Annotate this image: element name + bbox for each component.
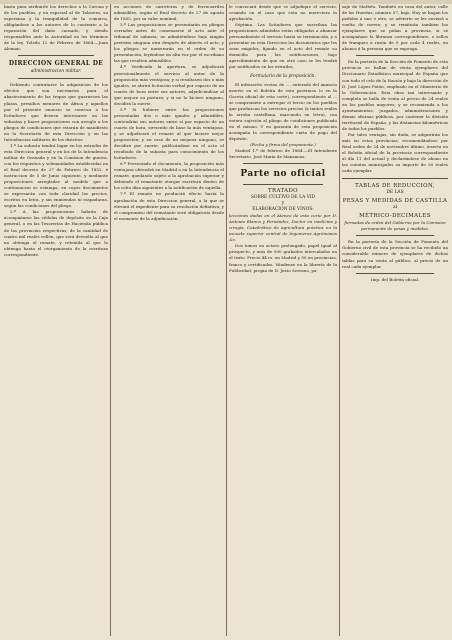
tables-note: formadas de orden del Gobierno por la Comision permanente de pesas y medidas. [344, 220, 446, 232]
divider [18, 55, 94, 56]
divider [356, 273, 434, 274]
intro-paragraph: basta para atribuirle los derechos a la Corona y de los pueblos, y en especial al de Talavera, su esperanza y la tranquilidad de la comarca, obligándose a los autores de lo contrario a la reparación del daño causado, y siendo responsables ante la Autoridad en los términos de la ley. Toledo 12 de Febrero de 1864.—Juan Aleman. [4, 4, 108, 52]
paragraph: 3.ª Las proposiciones se presentarán en pliegos cerrados antes de comenzarse el acto ante el tribunal de subasta; no admitiéndose bajo ningún pretexto ninguna otra después de abierto el acto; y los pliegos se numerarán en el orden de su presentación, leyéndose en alta voz por el escribano las que resulten admisibles. [114, 22, 224, 64]
paragraph: saje de Mathéu. También en casa del autor, calle de los Huertas, número 57, bajo. Hoy se hagan los pedidos á uno ó otro, se advierte se les enviará a vuelta de correo; y se remitirán tambien los ejemplares que se pidan a provincia, si se acompañase la libranza correspondiente, o sellos de franqueo a razón de 9 por cada 4 reales, en abonos á la persona que se exponga. [342, 4, 448, 52]
paragraph: Dos tomos en octavo prolongado, papel igual al prospecto, y más de 500 grabados intercalados en el texto. Precio 44 rs. en Madrid y 50 en provincias, franco y certificados. Véndense en la librería de la Publicidad, propia de D. Justo Serrano, pa- [229, 243, 337, 273]
paragraph: Por tales ventajas, sin duda, se adquirirán los más en estas provincias, recomendándose por Real orden de 24 de noviembre último, inserta en el Boletín oficial de la provincia correspondiente al día 11 del actual y declarándose de abono en las cuentas municipales su importe de 30 reales cada ejemplar. [342, 131, 448, 174]
divider [243, 184, 323, 185]
paragraph: En la portería de la Sección de Fomento del Gobierno civil de esta provincia se ha recibido un considerable número de ejemplares de dichas tablas para su venta al público, al precio de un real cada ejemplar. [342, 239, 448, 269]
treatise-conjunction: y [281, 201, 285, 207]
signature-note: (Fecha y firma del proponente.) [250, 141, 316, 147]
paragraph: le convocará desde que se adjudique el servicio, cesando en el caso que esta no mereciera la aprobación. [229, 4, 337, 22]
divider [342, 178, 448, 179]
paragraph: El infrascrito vecino de ..., enterado del anuncio inserto en el Boletín de esta provincia (o en la Gaceta oficial de esta corte), correspondiente al ... se compromete a entregar el tercio en los pueblos que produzcan los servicios precios (á tantos reales la arroba castellana, marcando en letra), con entera sujeción al pliego de condiciones publicado en el mismo. Y en garantía de esta proposición acompaña la correspondiente carta de pago del depósito. [229, 81, 337, 141]
tables-line: PESAS Y MEDIDAS DE CASTILLA [342, 198, 448, 205]
tables-sub: DE LAS [386, 190, 404, 196]
divider [356, 235, 434, 236]
column-rule-2 [226, 4, 227, 636]
treatise-title: TRATADO [268, 188, 298, 195]
column-3 [229, 4, 337, 636]
tables-system: MÉTRICO-DECIMALES [359, 213, 431, 220]
column-2 [114, 4, 224, 636]
treatise-subtitle-2: ELABORACION DE VINOS: [252, 207, 314, 213]
paragraph: Debiendo contratarse la adquisicion de los efectos que son necesarios para el abastecimiento de las tropas que guarnecen las plazas, presidios menores de África y aquellos por el presente anuncio se convoca a los lícitadores que deseen interesarse en las subastas y hacer proposiciones con arreglo a los pliegos de condiciones que estarán de manifiesto en la Secretaría de esta Dirección y en las Intendencias militares de los distritos. [4, 82, 108, 142]
form-heading: Formulario de la proposición. [250, 73, 316, 79]
paragraph: en acciones de carreteras y de ferrocarriles admisibles, según el Real decreto de 27 de agosto de 1855, por su valor nominal. [114, 4, 224, 22]
paragraph: 1.ª La subasta tendrá lugar en los estrados de esta Direccion general y en los de la Intendencia militar de Granada y en la Comision de guerra, con los requisitos y solemnidades establecidas en el Real decreto de 27 de Febrero de 1852, é instruccion de 5 de Junio siguiente, y mediante proposiciones arregladas al modelo que a continuacion se estampa, en cuyos documentos se expresarán con toda claridad los precios, escritos en letra, y sin enmiendas ni raspaduras, según las condiciones del pliego. [4, 142, 108, 209]
tables-al: al [392, 205, 398, 211]
section-heading-direccion: DIRECCION GENERAL DE [8, 60, 104, 68]
column-rule-3 [339, 4, 340, 636]
paragraph: 5.ª Si hubiere entre las proposiciones presentadas dos o más iguales y admisibles, contendrán sus autores entre sí por espacio de un cuarto de hora, sirviendo de base la más ventajosa, y se adjudicará el remate al que hiciere mejor proposición; y en caso de no mejorar ninguno, se decidirá por suerte, publicándose en el acto el resultado de la subasta para conocimiento de los licitadores. [114, 106, 224, 161]
divider [18, 78, 94, 79]
paragraph: lecciones dadas en el Ateneo de esta corte por D. Antonio Blanco y Fernández, Doctor en medicina y cirugía, Catedrático de agricultura práctica en la escuela superior central de Ingenieros Agrónomos &c. [229, 213, 337, 243]
column-rule-1 [110, 4, 111, 636]
column-4 [342, 4, 448, 636]
section-subheading: administracion militar. [30, 69, 82, 75]
column-1 [4, 4, 108, 636]
treatise-subtitle: SOBRE CULTIVO DE LA VID [250, 195, 316, 201]
divider [356, 55, 434, 56]
date-line: Madrid 1.º de febrero de 1864.—El Intendente Secretario, José María de Manzanos. [229, 148, 337, 160]
paragraph: Séptima. Las licitadores que suscriban las proposiciones admitidas están obligados a afianzar personalmente el servicio hasta su terminación, y a presentar en esta Direccion los documentos que les sean exigidos, fijando en el acto del remate su domicilio para las notificaciones, bajo apercibimiento de que en otro caso se les tendrá por notificados en los estrados. [229, 22, 337, 70]
paragraph: 2.ª A las proposiciones habrán de acompañarse las cédulas de depósito en la Caja general, o en las Tesorerías de Hacienda pública de las provincias respectivas, de la cantidad de cuatro mil reales vellón, que será devuelta al que no obtenga el remate, y retenida al que lo obtenga hasta el otorgamiento de la escritura correspondiente. [4, 209, 108, 257]
part-title: Parte no oficial [240, 169, 326, 180]
paragraph: 4.ª Verificada la apertura, se adjudicará provisionalmente el servicio al autor de la proposición más ventajosa; y si resultasen dos o más iguales, se abrirá licitación verbal por espacio de un cuarto de hora entre sus autores, adjudicándose al que mejore su postura; y si no lo hiciere ninguno, decidirá la suerte. [114, 64, 224, 106]
tables-title: TABLAS DE REDUCCION, [355, 183, 435, 190]
imprint: Imp. del Boletín oficial. [370, 276, 420, 282]
paragraph: 7.ª El remate no producirá efecto hasta la aprobación de esta Direccion general, a la que se elevará el expediente para su resolución definitiva, y el compromiso del rematante será obligatorio desde el momento de la adjudicación. [114, 191, 224, 221]
paragraph: 6.ª Presentado el documento, la proposición más ventajosa obtendrá en Madrid o en la Intendencia el remate, quedando sujeto a la aprobación superior y debiendo el rematante otorgar escritura dentro de los ocho días siguientes a la notificación de aquella. [114, 161, 224, 191]
paragraph: En la portería de la Sección de Fomento de esta provincia se hallan de venta ejemplares del Diccionario Estadístico municipal de España que con todo el celo de la Nación y bajo la dirección de D. José López Patón, empleado en el Ministerio de la Gobernación. Esta obra tan interesante y completa se halla de venta al precio de 24 reales en los pueblos mayores; y se recomienda a los ayuntamientos, juzgados, administraciones y demás oficinas públicas, por contener la división territorial de España, y las distancias kilométricas de todos los pueblos. [342, 59, 448, 131]
divider [243, 163, 323, 164]
